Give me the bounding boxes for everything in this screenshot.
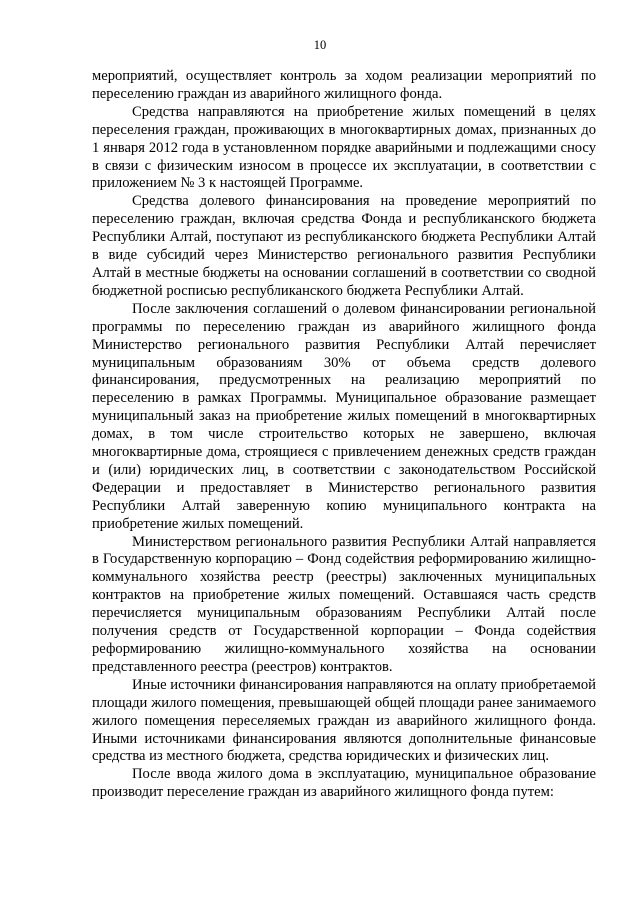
paragraph-funds-purpose: Средства направляются на приобретение жилых помещений в целях переселения граждан, проживающих в многоквартирных домах, признанных до 1 января 2012 года в установленном порядке аварийными и подлежащими сносу в связи с физическим износом в процессе их эксплуатации, в соответствии с приложением № 3 к настоящей Программе. — [92, 103, 596, 192]
paragraph-cofinancing: Средства долевого финансирования на проведение мероприятий по переселению граждан, включая средства Фонда и республиканского бюджета Республики Алтай, поступают из республиканского бюджета Республики Алтай в виде субсидий через Министерство регионального развития Республики Алтай в местные бюджеты на основании соглашений в соответствии со сводной бюджетной росписью республиканского бюджета Республики Алтай. — [92, 193, 596, 299]
paragraph-other-sources: Иные источники финансирования направляются на оплату приобретаемой площади жилого помещения, превышающей общей площади ранее занимаемого жилого помещения переселяемых граждан из аварийного жилищного фонда. Иными источниками финансирования являются дополнительные финансовые средства из местного бюджета, средства юридических и физических лиц. — [92, 676, 596, 765]
paragraph-resettlement: После ввода жилого дома в эксплуатацию, муниципальное образование производит переселение граждан из аварийного жилищного фонда путем: — [92, 766, 596, 801]
paragraph-transfer-procedure: После заключения соглашений о долевом финансировании региональной программы по переселению граждан из аварийного жилищного фонда Министерство регионального развития Республики Алтай перечисляет муниципальным образованиям 30% от объема средств долевого финансирования, предусмотренных на реализацию мероприятий по переселению в рамках Программы. Муниципальное образование размещает муниципальный заказ на приобретение жилых помещений в многоквартирных домах, в том числе строительство которых не завершено, включая многоквартирные дома, строящиеся с привлечением денежных средств граждан и (или) юридических лиц, в соответствии с законодательством Российской Федерации и предоставляет в Министерство регионального развития Республики Алтай заверенную копию муниципального контракта на приобретение жилых помещений. — [92, 300, 596, 532]
page-number: 10 — [313, 38, 327, 52]
paragraph-registry: Министерством регионального развития Республики Алтай направляется в Государственную корпорацию – Фонд содействия реформированию жилищно-коммунального хозяйства реестр (реестры) заключенных муниципальных контрактов на приобретение жилых помещений. Оставшаяся часть средств перечисляется муниципальным образованиям Республики Алтай после получения средств от Государственной корпорации – Фонда содействия реформированию жилищно-коммунального хозяйства на основании представленного реестра (реестров) контрактов. — [92, 533, 596, 675]
document-body — [92, 68, 596, 802]
paragraph-continuation: мероприятий, осуществляет контроль за ходом реализации мероприятий по переселению граждан из аварийного жилищного фонда. — [92, 68, 596, 102]
